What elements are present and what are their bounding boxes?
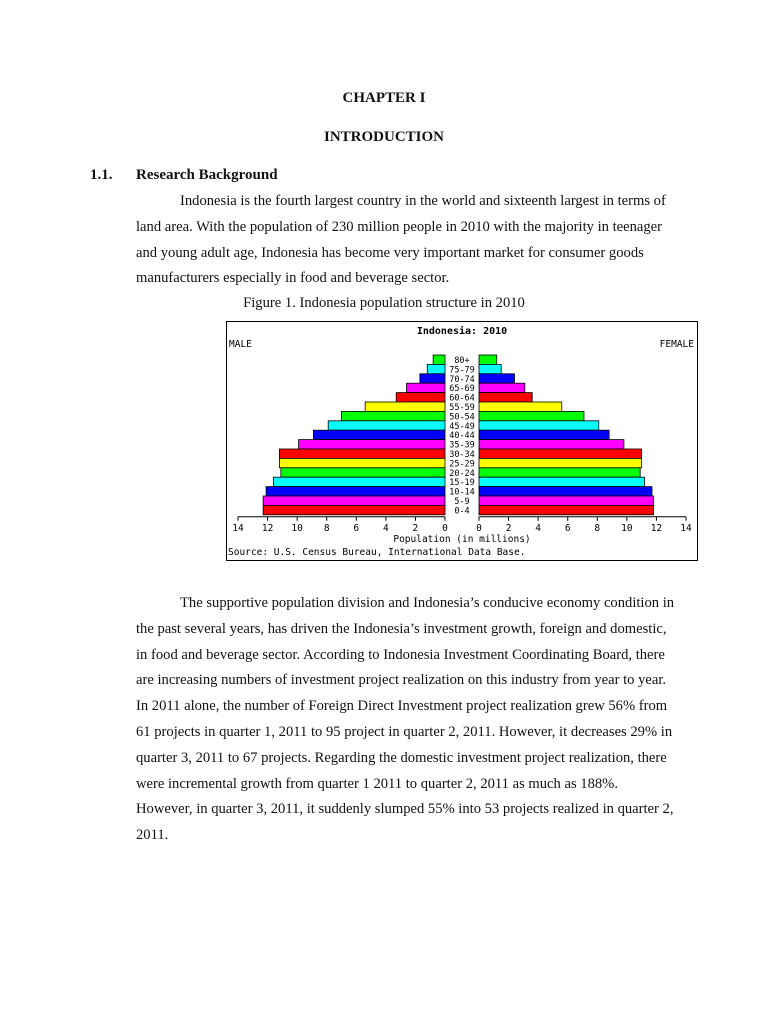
female-bar-40-44 bbox=[479, 430, 609, 439]
age-label: 5-9 bbox=[454, 497, 470, 507]
male-label: MALE bbox=[229, 339, 252, 350]
female-tick-label: 10 bbox=[621, 522, 633, 534]
female-bar-80+ bbox=[479, 355, 497, 364]
female-bar-15-19 bbox=[479, 477, 645, 486]
male-bar-30-34 bbox=[279, 449, 445, 458]
age-label: 40-44 bbox=[449, 431, 475, 442]
male-bar-20-24 bbox=[281, 468, 445, 477]
male-bar-80+ bbox=[433, 355, 445, 364]
section-title: Research Background bbox=[136, 167, 278, 183]
chapter-title: INTRODUCTION bbox=[323, 129, 444, 145]
male-tick-label: 2 bbox=[412, 522, 419, 534]
x-axis-label: Population (in millions) bbox=[393, 534, 531, 545]
male-tick-label: 12 bbox=[261, 522, 274, 534]
age-label: 35-39 bbox=[449, 440, 475, 451]
age-label: 60-64 bbox=[449, 393, 475, 404]
male-tick-label: 6 bbox=[353, 522, 360, 534]
female-bar-55-59 bbox=[479, 402, 562, 411]
male-bar-55-59 bbox=[365, 402, 445, 411]
age-label: 55-59 bbox=[449, 403, 475, 413]
female-tick-label: 6 bbox=[564, 522, 571, 534]
female-bar-35-39 bbox=[479, 440, 624, 449]
male-bar-60-64 bbox=[396, 393, 445, 402]
age-label: 20-24 bbox=[449, 468, 475, 479]
age-label: 30-34 bbox=[449, 450, 475, 460]
chart-source: Source: U.S. Census Bureau, International Data Base. bbox=[228, 547, 526, 558]
male-bar-40-44 bbox=[313, 430, 445, 439]
female-tick-label: 14 bbox=[680, 522, 692, 534]
age-label: 65-69 bbox=[449, 384, 475, 395]
age-label: 25-29 bbox=[449, 459, 475, 470]
population-pyramid-chart bbox=[226, 321, 698, 561]
female-bar-50-54 bbox=[479, 411, 584, 420]
male-bar-5-9 bbox=[263, 496, 445, 505]
female-tick-label: 8 bbox=[594, 522, 601, 534]
male-bar-35-39 bbox=[299, 440, 445, 449]
male-bar-75-79 bbox=[427, 364, 445, 373]
male-bar-45-49 bbox=[328, 421, 445, 430]
age-label: 80+ bbox=[454, 356, 470, 366]
female-label: FEMALE bbox=[659, 339, 694, 350]
female-bar-65-69 bbox=[479, 383, 525, 392]
female-tick-label: 4 bbox=[535, 522, 542, 534]
male-bar-0-4 bbox=[263, 505, 445, 514]
chart-title: Indonesia: 2010 bbox=[416, 326, 508, 337]
age-label: 45-49 bbox=[449, 421, 475, 432]
age-label: 15-19 bbox=[449, 478, 475, 489]
male-tick-label: 14 bbox=[232, 522, 244, 534]
age-label: 75-79 bbox=[449, 365, 475, 376]
male-tick-label: 0 bbox=[442, 522, 448, 534]
paragraph-investment: The supportive population division and Indonesia’s conducive economy condition in the past several years, has driven the Indonesia’s investment growth, foreign and domestic, in food and beverage sector. According to Indonesia Investment Coordinating Board, there are increasing numbers of investment project realization on this industry from year to year. In 2011 alone, the number of Foreign Direct Investment project realization grew 56% from 61 projects in quarter 1, 2011 to 95 project in quarter 2, 2011. However, it decreases 29% in quarter 3, 2011 to 67 projects. Regarding the domestic investment project realization, there were incremental growth from quarter 1 2011 to quarter 2, 2011 as much as 188%. However, in quarter 3, 2011, it suddenly slumped 55% into 53 projects realized in quarter 2, 2011. bbox=[136, 595, 675, 844]
male-tick-label: 4 bbox=[382, 522, 389, 534]
male-tick-label: 8 bbox=[323, 522, 330, 534]
female-bar-70-74 bbox=[479, 374, 514, 383]
paragraph-background: Indonesia is the fourth largest country in the world and sixteenth largest in terms of land area. With the population of 230 million people in 2010 with the majority in teenager and young adult age, Indonesia has become very important market for consumer goods manufacturers especially in food and beverage sector. bbox=[136, 193, 666, 287]
male-bar-70-74 bbox=[420, 374, 445, 383]
male-bar-15-19 bbox=[273, 477, 445, 486]
section-number: 1.1. bbox=[90, 167, 113, 183]
male-bar-10-14 bbox=[266, 487, 445, 496]
age-label: 10-14 bbox=[449, 487, 475, 498]
female-bar-60-64 bbox=[479, 393, 532, 402]
age-label: 0-4 bbox=[454, 506, 470, 517]
figure-caption: Figure 1. Indonesia population structure in 2010 bbox=[243, 295, 525, 311]
female-tick-label: 2 bbox=[505, 522, 512, 534]
female-bar-5-9 bbox=[479, 496, 653, 505]
age-label: 70-74 bbox=[449, 374, 475, 385]
female-bar-30-34 bbox=[479, 449, 642, 458]
female-bar-45-49 bbox=[479, 421, 599, 430]
chapter-heading: CHAPTER I bbox=[342, 90, 426, 106]
female-bar-25-29 bbox=[479, 458, 642, 467]
female-bar-10-14 bbox=[479, 487, 652, 496]
male-bar-50-54 bbox=[342, 411, 446, 420]
female-tick-label: 12 bbox=[650, 522, 663, 534]
female-tick-label: 0 bbox=[476, 522, 482, 534]
female-bar-0-4 bbox=[479, 505, 653, 514]
age-label: 50-54 bbox=[449, 412, 475, 423]
male-bar-65-69 bbox=[407, 383, 445, 392]
male-bar-25-29 bbox=[279, 458, 445, 467]
female-bar-75-79 bbox=[479, 364, 501, 373]
female-bar-20-24 bbox=[479, 468, 640, 477]
male-tick-label: 10 bbox=[291, 522, 303, 534]
